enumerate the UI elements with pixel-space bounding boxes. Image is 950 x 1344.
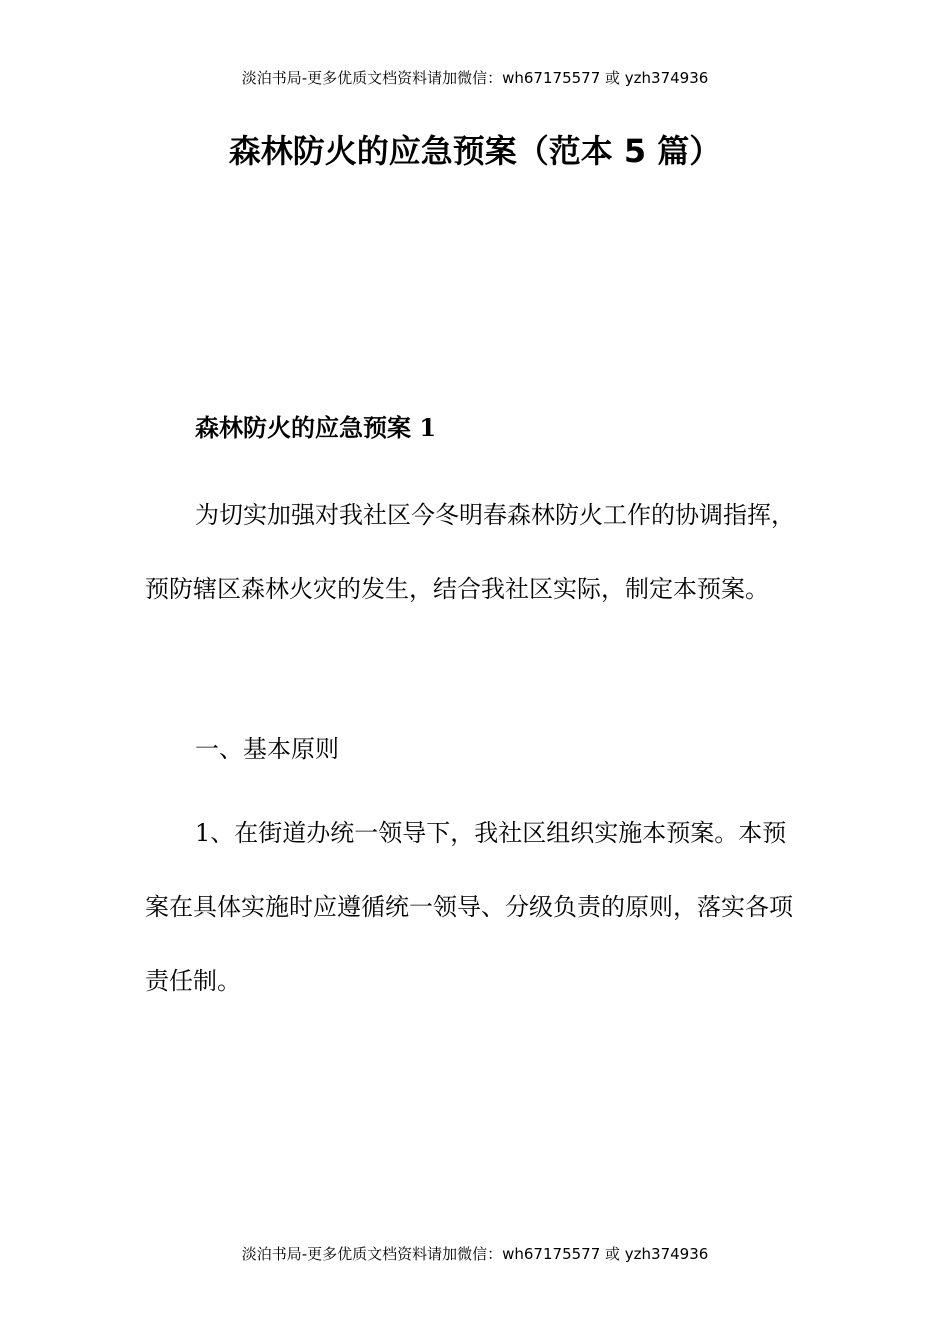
document-title: 森林防火的应急预案（范本 5 篇） (228, 132, 722, 170)
principle-heading: 一、基本原则 (195, 735, 339, 763)
page-footer-note: 淡泊书局-更多优质文档资料请加微信：wh67175577 或 yzh374936 (241, 1245, 709, 1263)
intro-paragraph: 为切实加强对我社区今冬明春森林防火工作的协调指挥，预防辖区森林火灾的发生，结合我社区实际，制定本预案。 (145, 501, 795, 603)
page-header-note: 淡泊书局-更多优质文档资料请加微信：wh67175577 或 yzh374936 (241, 69, 709, 87)
section-heading: 森林防火的应急预案 1 (195, 413, 437, 442)
rule-1-paragraph: 1、在街道办统一领导下，我社区组织实施本预案。本预案在具体实施时应遵循统一领导、分级负责的原则，落实各项责任制。 (145, 819, 793, 995)
